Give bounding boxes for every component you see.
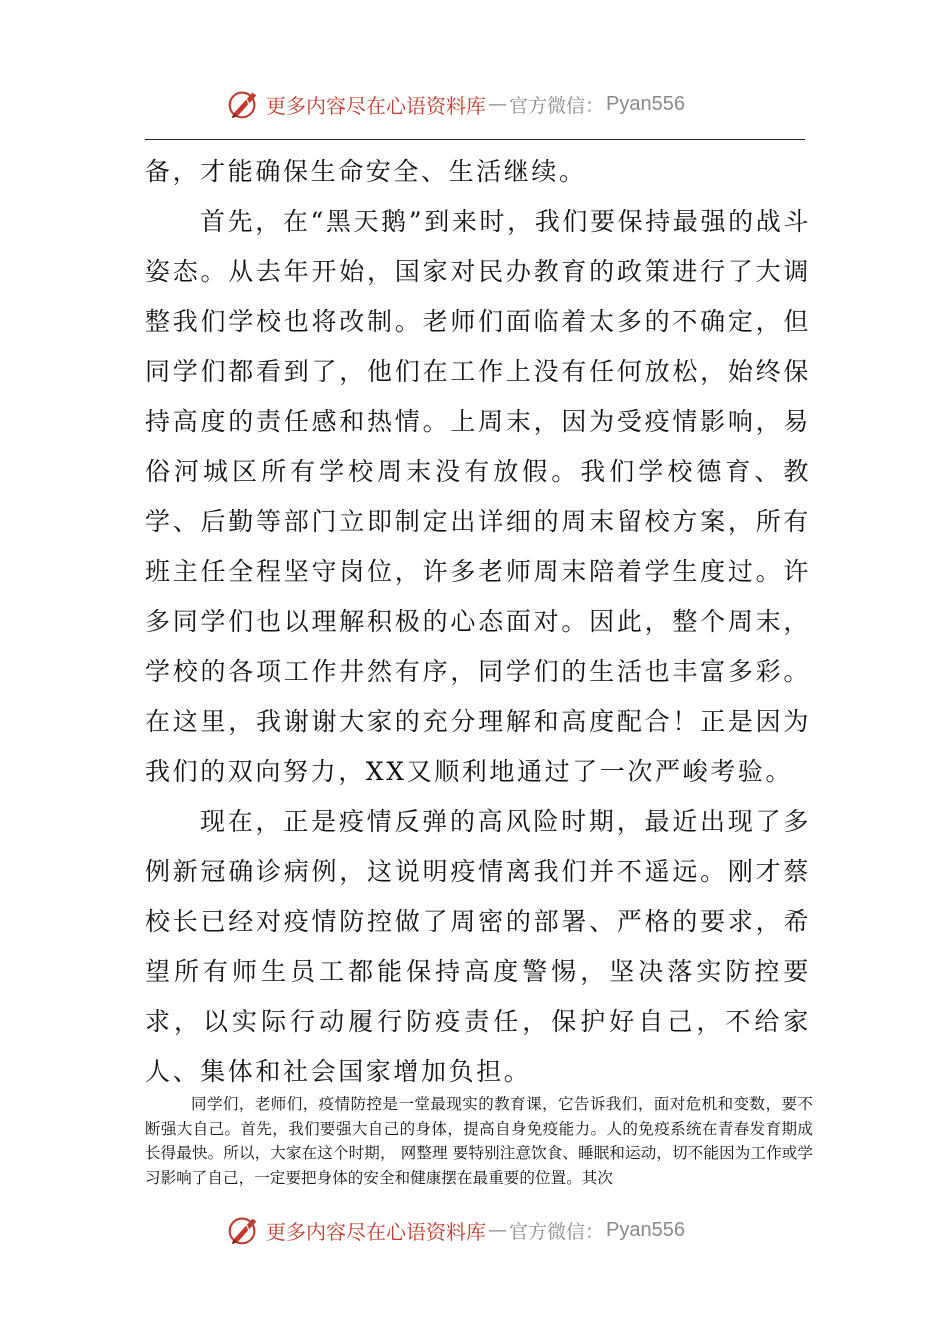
pen-logo-icon bbox=[224, 1211, 262, 1249]
paragraph-continuation: 备，才能确保生命安全、生活继续。 bbox=[145, 157, 587, 186]
header-divider bbox=[145, 139, 805, 140]
small-text-block bbox=[145, 1092, 813, 1190]
header-banner bbox=[224, 84, 685, 124]
footer-site-name: 更多内容尽在心语资料库 bbox=[266, 1219, 486, 1244]
paragraph-epidemic-rebound: 现在，正是疫情反弹的高风险时期，最近出现了多例新冠确诊病例，这说明疫情离我们并不遥远。刚才蔡校长已经对疫情防控做了周密的部署、严格的要求，希望所有师生员工都能保持高度警惕，坚决落实防控要求，以实际行动履行防疫责任，保护好自己，不给家人、集体和社会国家增加负担。 bbox=[145, 807, 811, 1086]
footer-banner bbox=[224, 1210, 685, 1250]
paragraph-small: 同学们，老师们，疫情防控是一堂最现实的教育课，它告诉我们，面对危机和变数，要不断强大自己。首先，我们要强大自己的身体，提高自身免疫能力。人的免疫系统在青春发育期成长得最快。所以，大家在这个时期， 网整理 要特别注意饮食、睡眠和运动，切不能因为工作或学习影响了自己，一定要把身体的安全和健康摆在最重要的位置。其次 bbox=[145, 1095, 813, 1187]
footer-separator: — bbox=[488, 1219, 507, 1241]
footer-wechat-id: Pyan556 bbox=[606, 1218, 685, 1241]
pen-logo-icon bbox=[224, 85, 262, 123]
banner-separator: — bbox=[488, 93, 507, 115]
paragraph-black-swan: 首先，在“黑天鹅”到来时，我们要保持最强的战斗姿态。从去年开始，国家对民办教育的政策进行了大调整我们学校也将改制。老师们面临着太多的不确定，但同学们都看到了，他们在工作上没有任何放松，始终保持高度的责任感和热情。上周末，因为受疫情影响，易俗河城区所有学校周末没有放假。我们学校德育、教学、后勤等部门立即制定出详细的周末留校方案，所有班主任全程坚守岗位，许多老师周末陪着学生度过。许多同学们也以理解积极的心态面对。因此，整个周末，学校的各项工作井然有序，同学们的生活也丰富多彩。在这里，我谢谢大家的充分理解和高度配合！正是因为我们的双向努力，XX又顺利地通过了一次严峻考验。 bbox=[145, 207, 811, 786]
main-body bbox=[145, 147, 811, 1097]
footer-official-label: 官方微信： bbox=[509, 1220, 605, 1243]
banner-wechat-id: Pyan556 bbox=[606, 92, 685, 115]
banner-site-name: 更多内容尽在心语资料库 bbox=[266, 93, 486, 118]
banner-official-label: 官方微信： bbox=[509, 94, 605, 117]
